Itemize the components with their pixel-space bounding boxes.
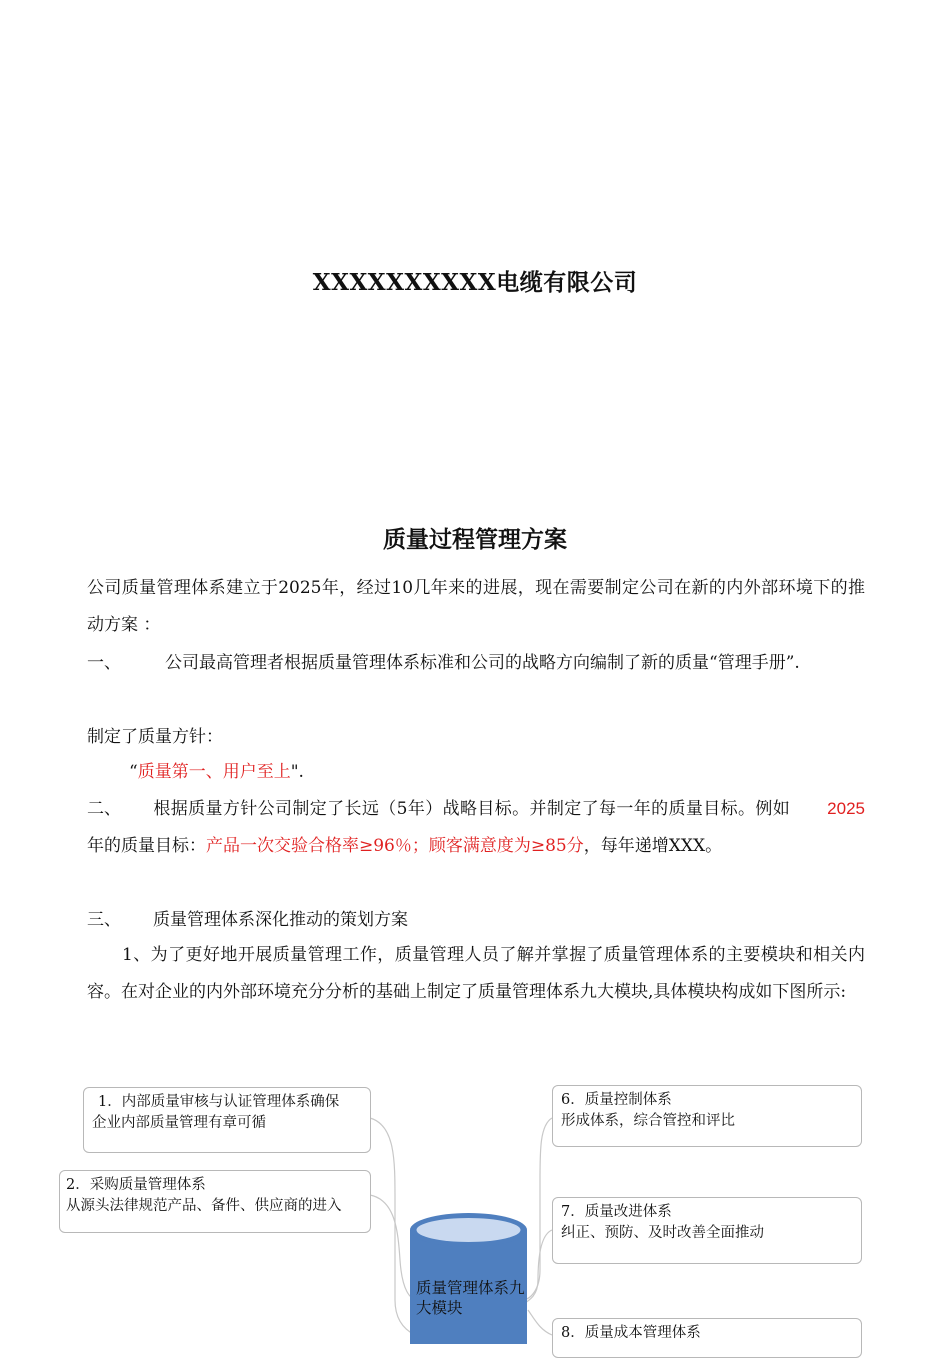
module-1-desc: 企业内部质量管理有章可循 (92, 1115, 266, 1131)
policy-open-quote: “ (129, 762, 138, 782)
module-box-2 (59, 1170, 371, 1233)
cylinder-top (417, 1218, 521, 1242)
module-7-desc: 纠正、预防、及时改善全面推动 (561, 1225, 764, 1241)
module-2-title: 2．采购质量管理体系 (66, 1177, 206, 1193)
module-2-desc: 从源头法律规范产品、备件、供应商的进入 (66, 1198, 342, 1214)
module-box-7 (552, 1197, 862, 1264)
item-two-text-a: 根据质量方针公司制定了长远（5年）战略目标。并制定了每一年的质量目标。例如 (153, 799, 791, 819)
module-box-6 (552, 1085, 862, 1147)
module-box-8 (552, 1318, 862, 1358)
company-name: XXXXXXXXXX电缆有限公司 (312, 269, 638, 296)
quality-goal: 产品一次交验合格率≥96％；顾客满意度为≥85分 (206, 836, 584, 856)
item-two-text-b: 年的质量目标： (87, 836, 206, 856)
policy-label: 制定了质量方针： (87, 727, 223, 747)
item-one-marker: 一、 (87, 653, 121, 673)
module-box-1 (83, 1087, 371, 1153)
diagram-center-label: 质量管理体系九大模块 (416, 1279, 525, 1317)
module-7-title: 7．质量改进体系 (561, 1204, 672, 1220)
item-three-text: 质量管理体系深化推动的策划方案 (153, 910, 408, 930)
connector-line (370, 1118, 415, 1335)
item-three-marker: 三、 (87, 910, 121, 930)
module-6-desc: 形成体系，综合管控和评比 (561, 1113, 735, 1129)
document-title: 质量过程管理方案 (383, 526, 567, 553)
item-two-year: 2025 (827, 799, 865, 818)
sub-item-one: 1、为了更好地开展质量管理工作，质量管理人员了解并掌握了质量管理体系的主要模块和相关内容。在对企业的内外部环境充分分析的基础上制定了质量管理体系九大模块,具体模块构成如下图所示: (87, 945, 865, 1002)
policy-text: 质量第一、用户至上 (137, 762, 291, 782)
module-1-title: 1．内部质量审核与认证管理体系确保 (98, 1094, 340, 1110)
module-6-title: 6．质量控制体系 (561, 1092, 672, 1108)
item-two-text-c: ，每年递增XXX。 (583, 836, 723, 856)
item-two-marker: 二、 (87, 799, 121, 819)
item-one-text: 公司最高管理者根据质量管理体系标准和公司的战略方向编制了新的质量“管理手册”. (165, 653, 800, 673)
module-8-title: 8．质量成本管理体系 (561, 1325, 701, 1341)
intro-paragraph: 公司质量管理体系建立于2025年，经过10几年来的进展，现在需要制定公司在新的内外部环境下的推动方案 ： (87, 578, 865, 635)
policy-close: ". (290, 762, 304, 782)
connector-line (528, 1310, 552, 1335)
